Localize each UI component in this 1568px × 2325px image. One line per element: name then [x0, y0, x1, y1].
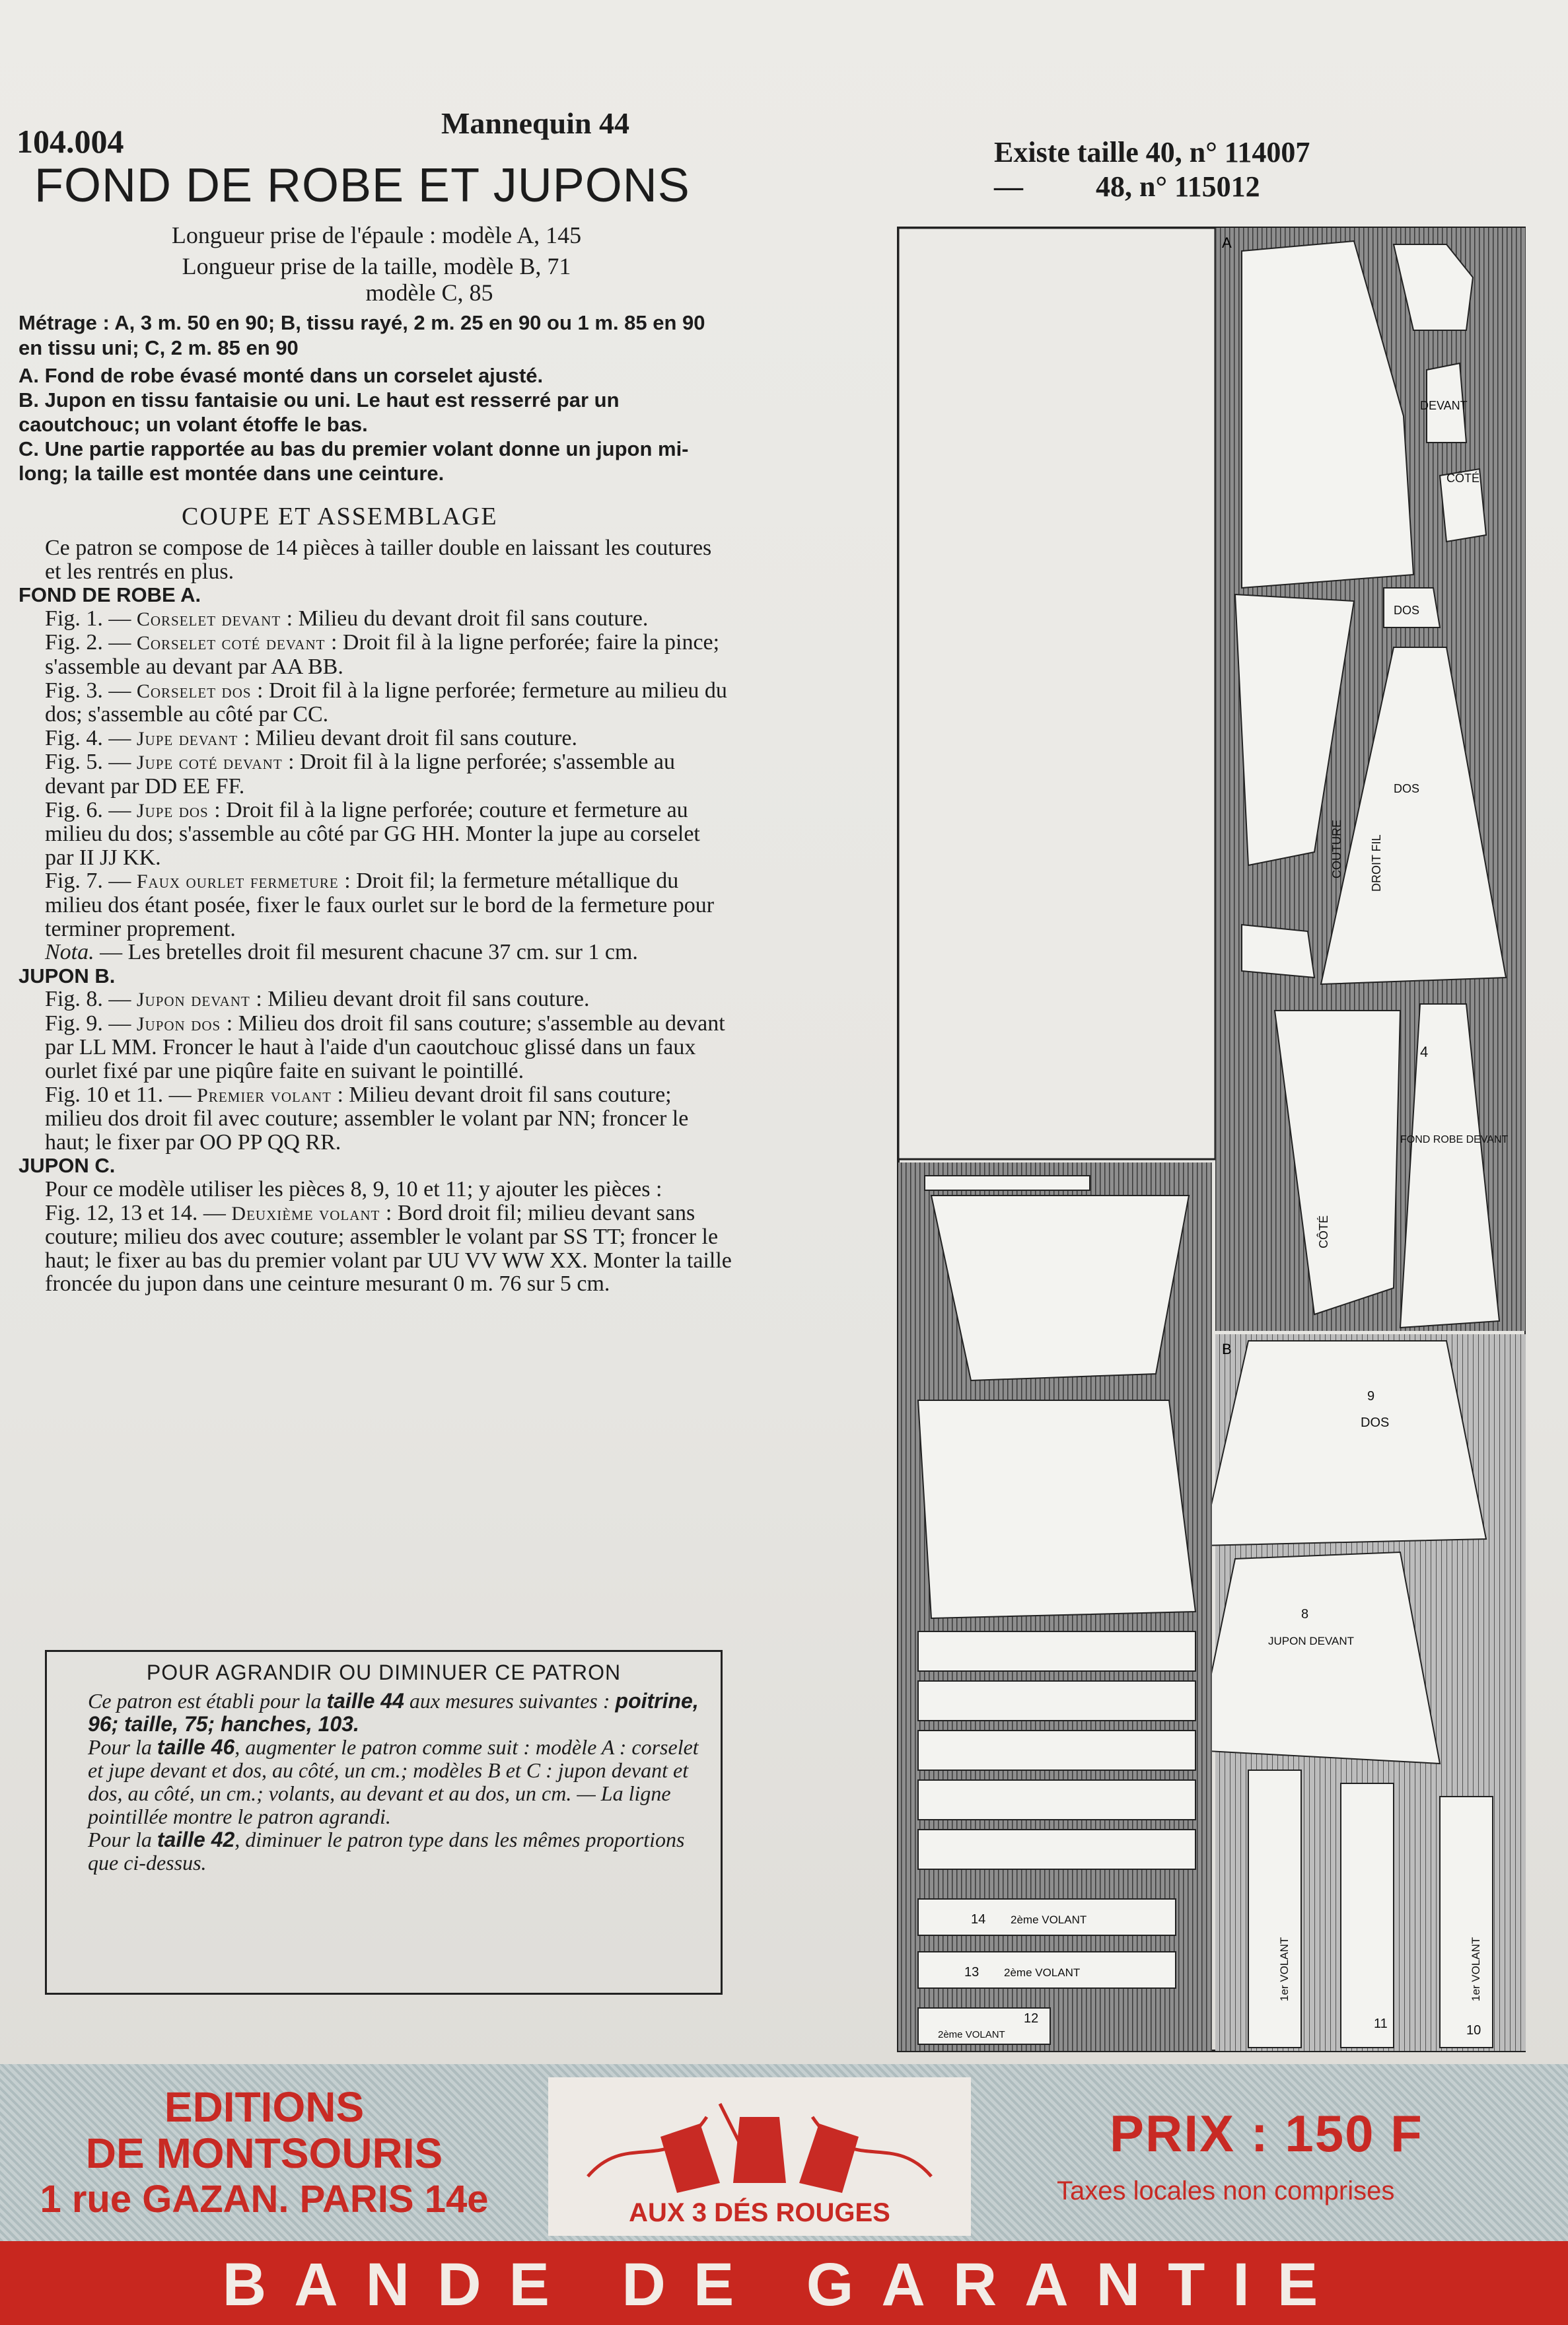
text: Ce patron est établi pour la [88, 1689, 327, 1713]
fig-text: : Droit fil à la ligne perforée; s'assemble au devant par DD EE FF. [45, 750, 675, 799]
fig-text: : Milieu devant droit fil sans couture; milieu dos droit fil avec couture; assembler le volant par NN; froncer le haut; le fixer par OO PP QQ RR. [45, 1082, 689, 1155]
piece-name: Deuxième volant [231, 1202, 380, 1225]
fig-5 [18, 750, 732, 798]
piece-name: Jupe dos [136, 799, 209, 822]
text: , augmenter le patron comme suit : modèle A : corselet et jupe devant et dos, au côté, un cm.; modèles B et C : jupon devant et dos, au côté, un cm.; volants, au devant et au dos, un cm. — La ligne pointillée montre le patron agrandi. [88, 1735, 699, 1828]
fig-text: : Milieu du devant droit fil sans couture. [281, 606, 649, 631]
model-b: B. Jupon en tissu fantaisie ou uni. Le haut est resserré par un caoutchouc; un volant étoffe le bas. [18, 388, 620, 436]
section-b-title: JUPON B. [18, 964, 116, 987]
publisher-address: 1 rue GAZAN. PARIS 14e [40, 2178, 489, 2221]
measurements: poitrine, 96; taille, 75; hanches, 103. [88, 1689, 699, 1736]
label-volant2-12: 2ème VOLANT [938, 2029, 1005, 2040]
piece-name: Jupe coté devant [136, 752, 283, 774]
section-a-label: A [1222, 234, 1232, 251]
piece-name: Corselet devant [136, 608, 281, 630]
label-jupon-devant: JUPON DEVANT [1268, 1635, 1355, 1647]
piece-jupon-devant [1195, 1552, 1440, 1764]
fig-text: : Milieu devant droit fil sans couture. [238, 725, 577, 750]
label-volant2-13: 2ème VOLANT [1004, 1966, 1081, 1979]
guarantee-band [0, 2064, 1568, 2325]
yardage: Métrage : A, 3 m. 50 en 90; B, tissu rayé, 2 m. 25 en 90 ou 1 m. 85 en 90 en tissu uni; C, 2 m. 85 en 90 [18, 311, 705, 359]
text: Pour la [88, 1735, 157, 1759]
fig-label: Fig. 7. — [45, 869, 137, 894]
fig-1 [18, 607, 732, 631]
section-b-label: B [1222, 1341, 1232, 1357]
other-sizes [994, 135, 1310, 204]
text: Pour la [88, 1828, 157, 1851]
model-descriptions [18, 363, 735, 485]
model-c: C. Une partie rapportée au bas du premier volant donne un jupon mi-long; la taille est montée dans une ceinture. [18, 437, 689, 485]
fig-text: : Droit fil à la ligne perforée; faire la pince; s'assemble au devant par AA BB. [45, 630, 720, 679]
nota-label: Nota. [45, 940, 94, 965]
section-c-title: JUPON C. [18, 1154, 116, 1178]
strip-3 [918, 1731, 1195, 1770]
publisher-line-1: EDITIONS [164, 2083, 365, 2131]
fig-4 [18, 727, 732, 751]
fig-3 [18, 679, 732, 727]
piece-name: Premier volant [197, 1084, 332, 1106]
fig-9 [18, 1012, 732, 1083]
fig-label: Fig. 9. — [45, 1011, 137, 1036]
fig-7 [18, 869, 732, 941]
other-size-40: Existe taille 40, n° 114007 [994, 136, 1310, 168]
piece-name: Corselet dos [136, 680, 252, 702]
nota-text: — Les bretelles droit fil mesurent chacune 37 cm. sur 1 cm. [94, 940, 638, 965]
publisher-line-2: DE MONTSOURIS [85, 2129, 443, 2177]
size-p2 [61, 1736, 706, 1828]
fig-text: : Milieu devant droit fil sans couture. [250, 987, 590, 1012]
piece-volant-mid [918, 1400, 1195, 1618]
fig-label: Fig. 3. — [45, 678, 137, 703]
label-fond-robe: FOND ROBE DEVANT [1400, 1134, 1509, 1145]
instructions [18, 536, 732, 1296]
other-size-48: — 48, n° 115012 [994, 170, 1260, 203]
fig-label: Fig. 2. — [45, 630, 137, 655]
taxes-note: Taxes locales non comprises [1057, 2176, 1395, 2205]
piece-faux-ourlet [1242, 925, 1314, 978]
label-cote-jupe: CÔTÉ [1317, 1215, 1330, 1248]
fig-label: Fig. 4. — [45, 725, 137, 750]
strip-5 [918, 1830, 1195, 1869]
guarantee-label: BANDE DE GARANTIE [222, 2251, 1346, 2318]
fig-label: Fig. 12, 13 et 14. — [45, 1200, 232, 1225]
page-title: FOND DE ROBE ET JUPONS [34, 159, 690, 212]
fig-text: : Droit fil à la ligne perforée; couture et fermeture au milieu du dos; s'assemble au côté par GG HH. Monter la jupe au corselet par II JJ KK. [45, 797, 700, 870]
piece-volant-b [1341, 1783, 1394, 2048]
label-dos-9: DOS [1361, 1415, 1390, 1430]
fig-6 [18, 799, 732, 870]
piece-volant-a [1248, 1770, 1301, 2048]
piece-name: Jupe devant [136, 727, 238, 750]
label-8: 8 [1301, 1607, 1309, 1622]
strip-2 [918, 1681, 1195, 1721]
fig-10 [18, 1083, 732, 1155]
section-title-coupe: COUPE ET ASSEMBLAGE [182, 503, 498, 530]
fig-label: Fig. 5. — [45, 750, 137, 775]
size: taille 42 [157, 1828, 235, 1851]
label-volant1-b: 1er VOLANT [1470, 1937, 1482, 2001]
fig-label: Fig. 1. — [45, 606, 137, 631]
label-volant2-14: 2ème VOLANT [1011, 1914, 1087, 1926]
fig-label: Fig. 10 et 11. — [45, 1082, 197, 1107]
label-12: 12 [1024, 2011, 1039, 2026]
fig-8 [18, 987, 732, 1012]
label-couture: COUTURE [1330, 820, 1343, 878]
size-p1 [61, 1690, 706, 1736]
piece-name: Corselet coté devant [136, 632, 326, 655]
fig-label: Fig. 8. — [45, 987, 137, 1012]
piece-name: Faux ourlet fermeture [136, 871, 339, 893]
piece-jupon-dos [1202, 1341, 1486, 1546]
label-dos-b: DOS [1394, 782, 1420, 795]
piece-ceinture [925, 1176, 1090, 1190]
pattern-layout-diagram [892, 218, 1526, 2067]
size: taille 44 [326, 1689, 404, 1713]
label-4: 4 [1420, 1044, 1429, 1060]
fig-label: Fig. 6. — [45, 797, 137, 822]
thimble-logo-icon [548, 2077, 971, 2203]
price: PRIX : 150 F [1110, 2104, 1423, 2163]
intro: Ce patron se compose de 14 pièces à tailler double en laissant les coutures et les rentrés en plus. [45, 536, 712, 584]
label-14: 14 [971, 1912, 986, 1927]
fig-text: : Milieu dos droit fil sans couture; s'assemble au devant par LL MM. Froncer le haut à l'aide d'un caoutchouc glissé dans un faux ourlet fixé par une piqûre faite en suivant le pointillé. [45, 1011, 725, 1084]
label-11: 11 [1374, 2017, 1388, 2031]
fig-text: : Droit fil; la fermeture métallique du milieu dos étant posée, fixer le faux ourlet sur le bord de la fermeture pour terminer proprement. [45, 869, 715, 941]
size-box-title: POUR AGRANDIR OU DIMINUER CE PATRON [146, 1661, 622, 1684]
fig-text: : Droit fil à la ligne perforée; fermeture au milieu du dos; s'assemble au côté par CC. [45, 678, 727, 727]
piece-volant-c [1440, 1797, 1493, 2048]
logo-text: AUX 3 DÉS ROUGES [629, 2198, 890, 2227]
label-droit-fil: DROIT FIL [1370, 834, 1383, 892]
label-13: 13 [964, 1965, 980, 1980]
fig-2 [18, 631, 732, 678]
size: taille 46 [157, 1735, 235, 1759]
strip-4 [918, 1780, 1195, 1820]
piece-name: Jupon devant [136, 989, 250, 1011]
strip-1 [918, 1631, 1195, 1671]
fig-12 [18, 1201, 732, 1296]
fig-text: : Bord droit fil; milieu devant sans couture; milieu dos avec couture; assembler le volant par SS TT; froncer le haut; le fixer au bas du premier volant par UU VV WW XX. Monter la taille froncée du jupon dans une ceinture mesurant 0 m. 76 sur 5 cm. [45, 1200, 732, 1297]
mannequin-size: Mannequin 44 [441, 106, 630, 140]
c-intro: Pour ce modèle utiliser les pièces 8, 9, 10 et 11; y ajouter les pièces : [45, 1177, 662, 1202]
size-p3 [61, 1828, 706, 1875]
length-model-c: modèle C, 85 [365, 279, 493, 306]
publisher [26, 2084, 502, 2223]
text: , diminuer le patron type dans les mêmes proportions que ci-dessus. [88, 1828, 685, 1875]
text: aux mesures suivantes : [404, 1689, 616, 1713]
label-devant: DEVANT [1420, 399, 1468, 412]
length-shoulder: Longueur prise de l'épaule : modèle A, 145 [171, 222, 582, 248]
model-a: A. Fond de robe évasé monté dans un corselet ajusté. [18, 364, 544, 387]
size-adjust-box [45, 1650, 723, 1995]
section-a-title: FOND DE ROBE A. [18, 583, 201, 607]
label-9: 9 [1367, 1389, 1375, 1404]
label-volant1-a: 1er VOLANT [1278, 1937, 1291, 2001]
label-dos-a: DOS [1394, 604, 1420, 617]
logo [548, 2077, 971, 2236]
piece-name: Jupon dos [136, 1013, 221, 1035]
label-cote: CÔTÉ [1446, 472, 1480, 485]
piece-volant-top [931, 1196, 1189, 1380]
nota [18, 941, 732, 964]
length-waist: Longueur prise de la taille, modèle B, 71 [182, 253, 571, 279]
pattern-reference: 104.004 [17, 123, 124, 160]
label-10: 10 [1466, 2023, 1481, 2038]
